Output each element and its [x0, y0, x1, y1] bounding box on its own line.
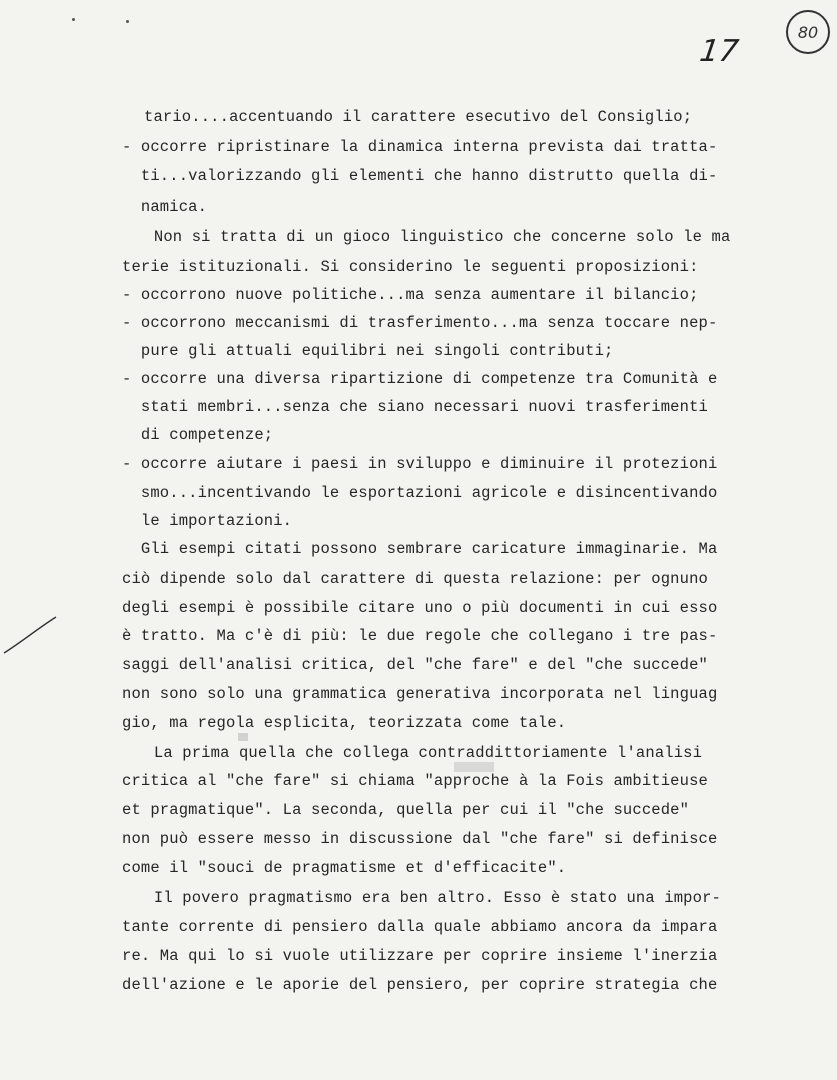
text-line: terie istituzionali. Si considerino le seguenti proposizioni: — [122, 258, 699, 276]
text-line: come il "souci de pragmatisme et d'efficacite". — [122, 859, 567, 877]
bleed-through-mark — [238, 733, 248, 741]
text-line: non sono solo una grammatica generativa incorporata nel linguag — [122, 685, 718, 703]
text-line: namica. — [122, 198, 208, 216]
text-line: ti...valorizzando gli elementi che hanno distrutto quella di- — [122, 167, 718, 185]
text-line: - occorrono meccanismi di trasferimento...ma senza toccare nep- — [122, 314, 718, 332]
text-line: pure gli attuali equilibri nei singoli contributi; — [122, 342, 614, 360]
text-line: - occorre una diversa ripartizione di competenze tra Comunità e — [122, 370, 718, 388]
text-line: La prima quella che collega contraddittoriamente l'analisi — [135, 744, 703, 762]
text-line: stati membri...senza che siano necessari nuovi trasferimenti — [122, 398, 708, 416]
text-line: smo...incentivando le esportazioni agricole e disincentivando — [122, 484, 718, 502]
text-line: è tratto. Ma c'è di più: le due regole che collegano i tre pas- — [122, 627, 718, 645]
text-line: - occorre ripristinare la dinamica interna prevista dai tratta- — [122, 138, 718, 156]
text-line: - occorre aiutare i paesi in sviluppo e diminuire il protezioni — [122, 455, 718, 473]
text-line: et pragmatique". La seconda, quella per cui il "che succede" — [122, 801, 690, 819]
text-line: di competenze; — [122, 426, 274, 444]
text-line: dell'azione e le aporie del pensiero, per coprire strategia che — [122, 976, 718, 994]
text-line: Non si tratta di un gioco linguistico che concerne solo le ma — [135, 228, 731, 246]
text-line: ciò dipende solo dal carattere di questa relazione: per ognuno — [122, 570, 708, 588]
text-line: le importazioni. — [122, 512, 293, 530]
text-line: critica al "che fare" si chiama "approche à la Fois ambitieuse — [122, 772, 708, 790]
text-line: tario....accentuando il carattere esecutivo del Consiglio; — [144, 108, 693, 126]
bleed-through-mark — [454, 762, 494, 772]
text-line: Il povero pragmatismo era ben altro. Esso è stato una impor- — [135, 889, 721, 907]
handwritten-page-number: 17 — [697, 34, 741, 69]
text-line: saggi dell'analisi critica, del "che fare" e del "che succede" — [122, 656, 708, 674]
text-line: Gli esempi citati possono sembrare caricature immaginarie. Ma — [122, 540, 718, 558]
stamp-number: 80 — [797, 22, 819, 42]
text-line: gio, ma regola esplicita, teorizzata come tale. — [122, 714, 567, 732]
text-line: re. Ma qui lo si vuole utilizzare per coprire insieme l'inerzia — [122, 947, 718, 965]
text-line: non può essere messo in discussione dal "che fare" si definisce — [122, 830, 718, 848]
text-line: - occorrono nuove politiche...ma senza aumentare il bilancio; — [122, 286, 699, 304]
text-line: tante corrente di pensiero dalla quale abbiamo ancora da impara — [122, 918, 718, 936]
text-line: degli esempi è possibile citare uno o più documenti in cui esso — [122, 599, 718, 617]
